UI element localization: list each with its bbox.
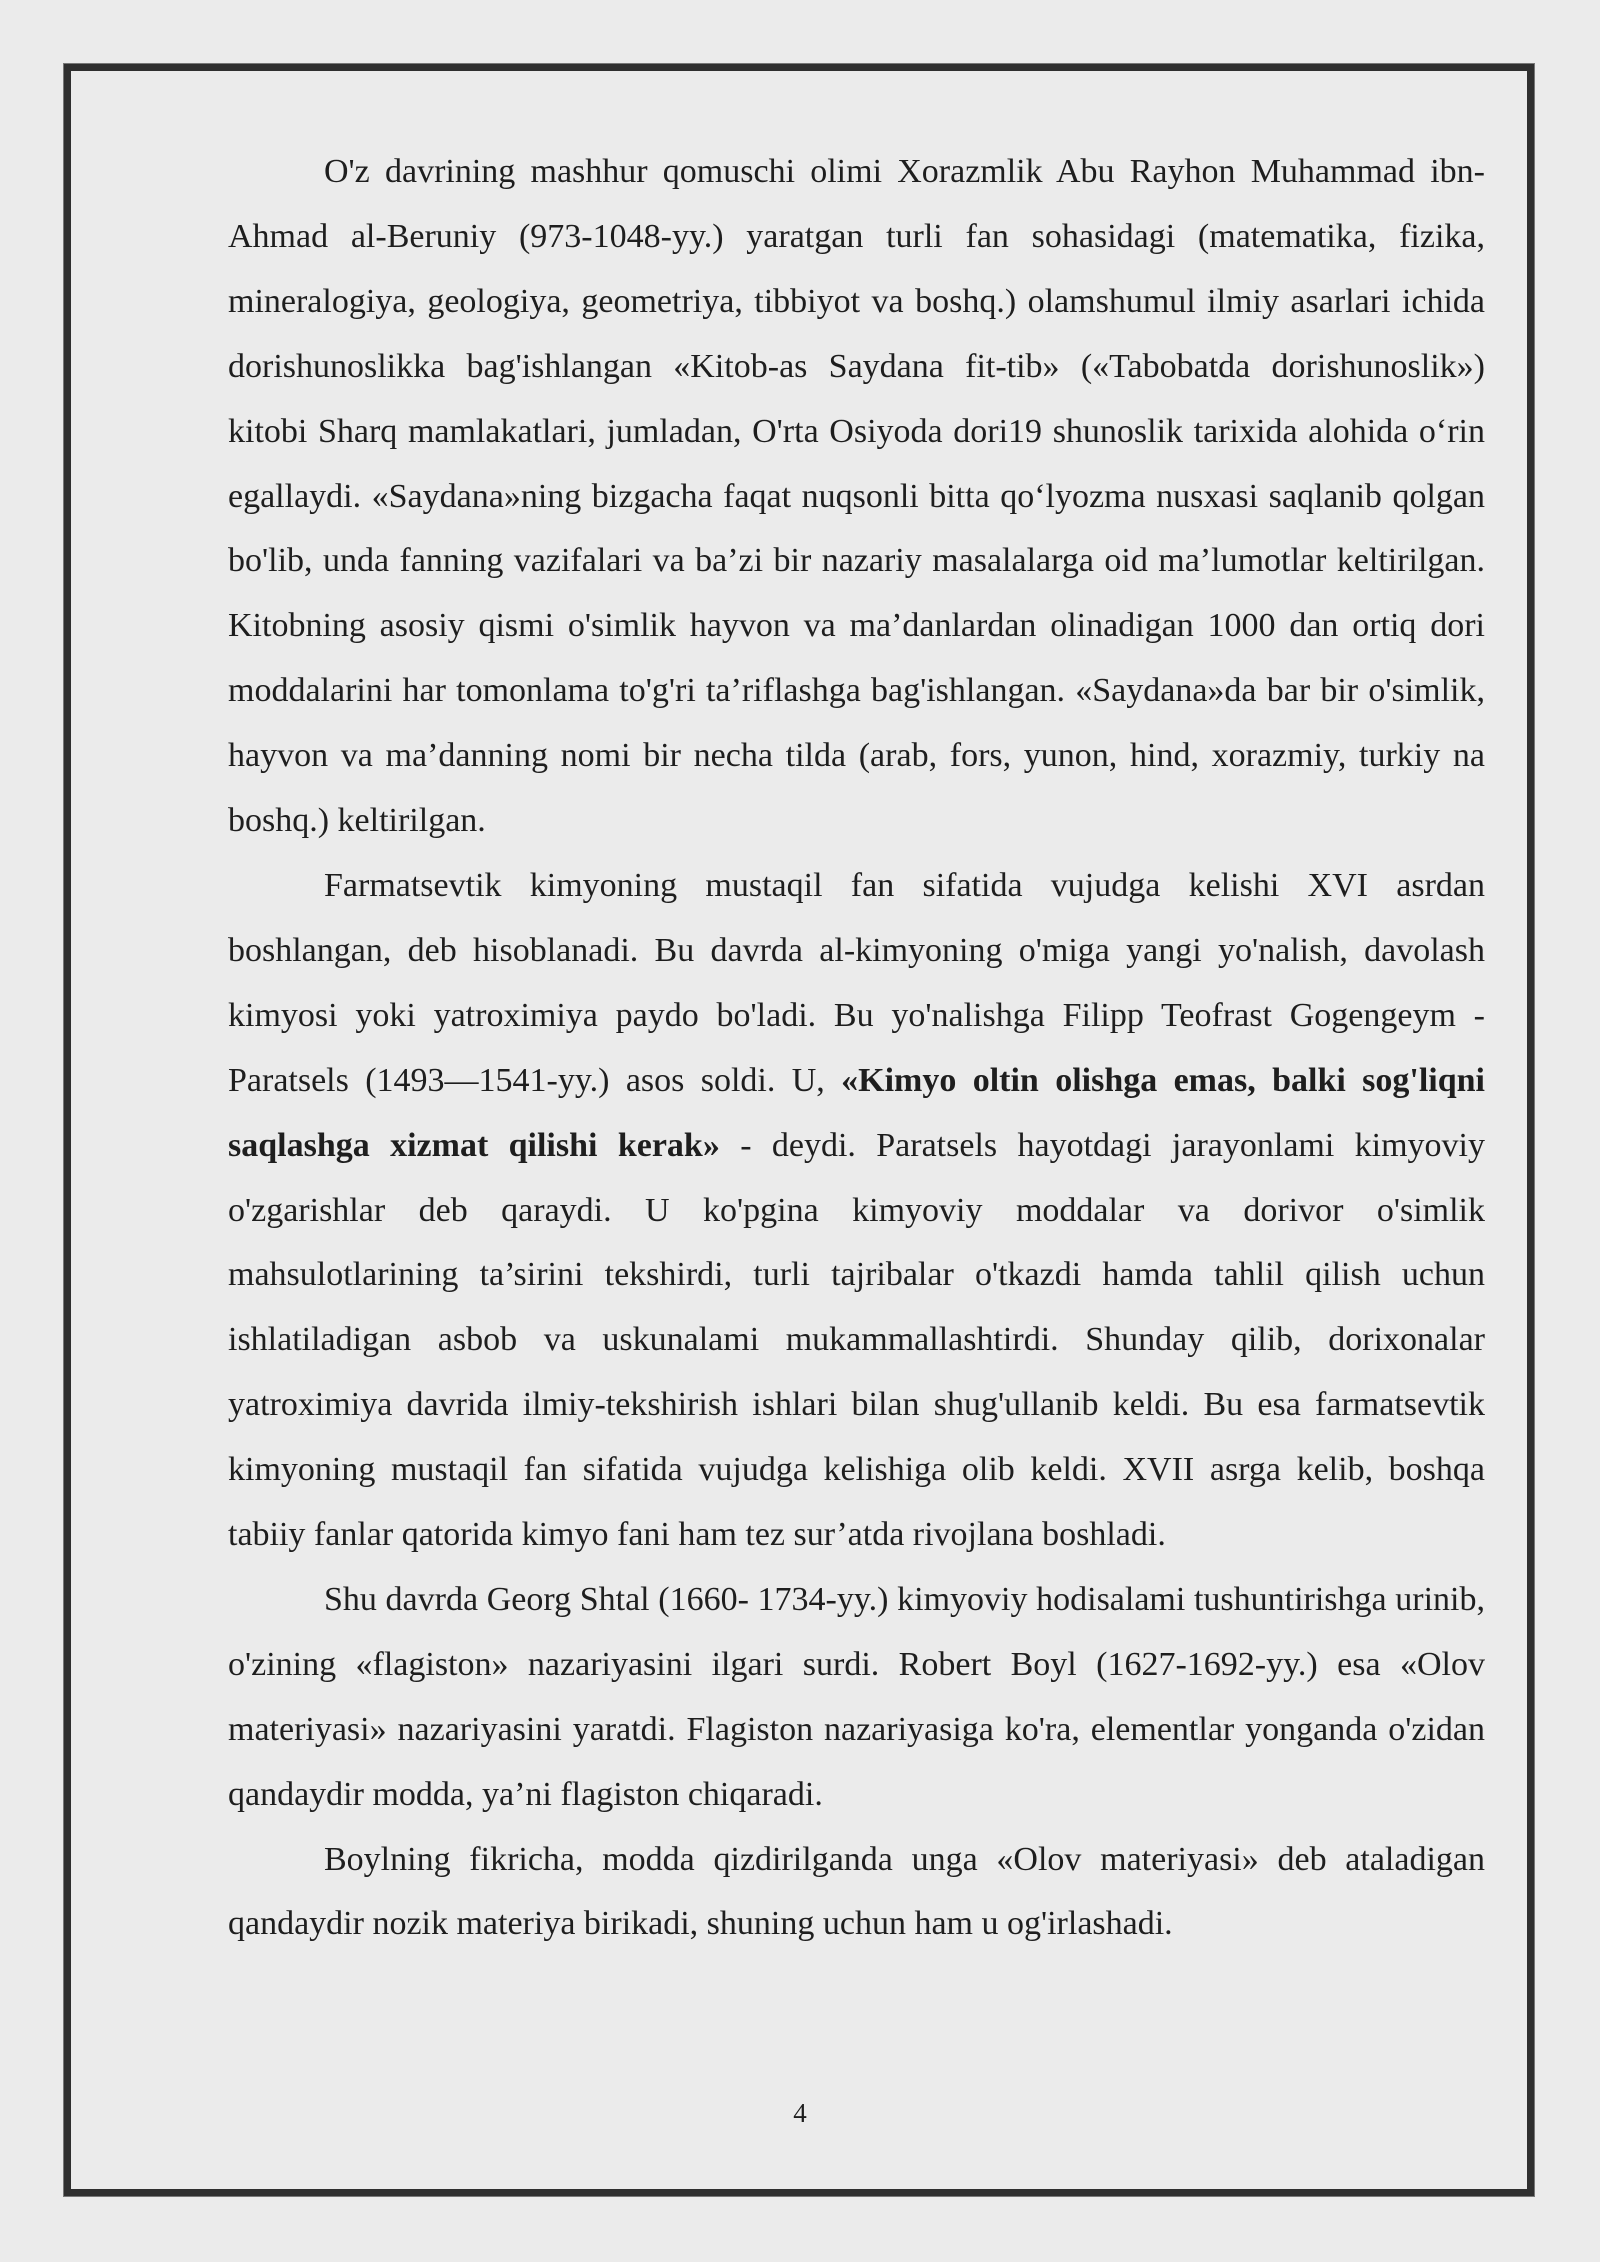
bold-quote: «Kimyo oltin olishga emas, balki sog'liqni saqlashga xizmat qilishi kerak» xyxy=(228,1061,1485,1164)
paragraph-boyl: Boylning fikricha, modda qizdirilganda unga «Olov materiyasi» deb ataladigan qandaydir nozik materiya birikadi, shuning uchun ham u og'irlashadi. xyxy=(228,1840,1485,1943)
paragraph-beruniy: O'z davrining mashhur qomuschi olimi Xorazmlik Abu Rayhon Muhammad ibn-Ahmad al-Beruniy (973-1048-yy.) yaratgan turli fan sohasidagi (matematika, fizika, mineralogiya, geologiya, geometriya, tibbiyot va boshq.) olamshumul ilmiy asarlari ichida dorishunoslikka bag'ishlangan «Kitob-as Saydana fit-tib» («Tabobatda dorishunoslik») kitobi Sharq mamlakatlari, jumladan, O'rta Osiyoda dori19 shunoslik tarixida alohida o‘rin egallaydi. «Saydana»ning bizgacha faqat nuqsonli bitta qo‘lyozma nusxasi saqlanib qolgan bo'lib, unda fanning vazifalari va ba’zi bir nazariy masalalarga oid ma’lumotlar keltirilgan. Kitobning asosiy qismi o'simlik hayvon va ma’danlardan olinadigan 1000 dan ortiq dori moddalarini har tomonlama to'g'ri ta’riflashga bag'ishlangan. «Saydana»da bar bir o'simlik, hayvon va ma’danning nomi bir necha tilda (arab, fors, yunon, hind, xorazmiy, turkiy na boshq.) keltirilgan. xyxy=(228,153,1485,840)
page-number: 4 xyxy=(793,2098,807,2128)
paragraph-text: Farmatsevtik kimyoning mustaqil fan sifatida vujudga kelishi XVI asrdan boshlangan, deb hisoblanadi. Bu davrda al-kimyoning o'miga yangi yo'nalish, davolash kimyosi yoki yatroximiya paydo bo'ladi. Bu yo'nalishga Filipp Teofrast Gogengeym - Paratsels (1493—1541-yy.) asos soldi. U, xyxy=(228,866,1485,1099)
paragraph-shtal: Shu davrda Georg Shtal (1660- 1734-yy.) kimyoviy hodisalami tushuntirishga urinib, o'zining «flagiston» nazariyasini ilgari surdi. Robert Boyl (1627-1692-yy.) esa «Olov materiyasi» nazariyasini yaratdi. Flagiston nazariyasiga ko'ra, elementlar yonganda o'zidan qandaydir modda, ya’ni flagiston chiqaradi. xyxy=(228,1580,1485,1813)
paragraph-paratsels xyxy=(228,854,1485,1568)
document-body xyxy=(228,140,1485,1957)
paragraph-text: - deydi. Paratsels hayotdagi jarayonlami kimyoviy o'zgarishlar deb qaraydi. U ko'pgina kimyoviy moddalar va dorivor o'simlik mahsulotlarining ta’sirini tekshirdi, turli tajribalar o'tkazdi hamda tahlil qilish uchun ishlatiladigan asbob va uskunalami mukammallashtirdi. Shunday qilib, dorixonalar yatroximiya davrida ilmiy-tekshirish ishlari bilan shug'ullanib keldi. Bu esa farmatsevtik kimyoning mustaqil fan sifatida vujudga kelishiga olib keldi. XVII asrga kelib, boshqa tabiiy fanlar qatorida kimyo fani ham tez sur’atda rivojlana boshladi. xyxy=(228,1126,1485,1554)
